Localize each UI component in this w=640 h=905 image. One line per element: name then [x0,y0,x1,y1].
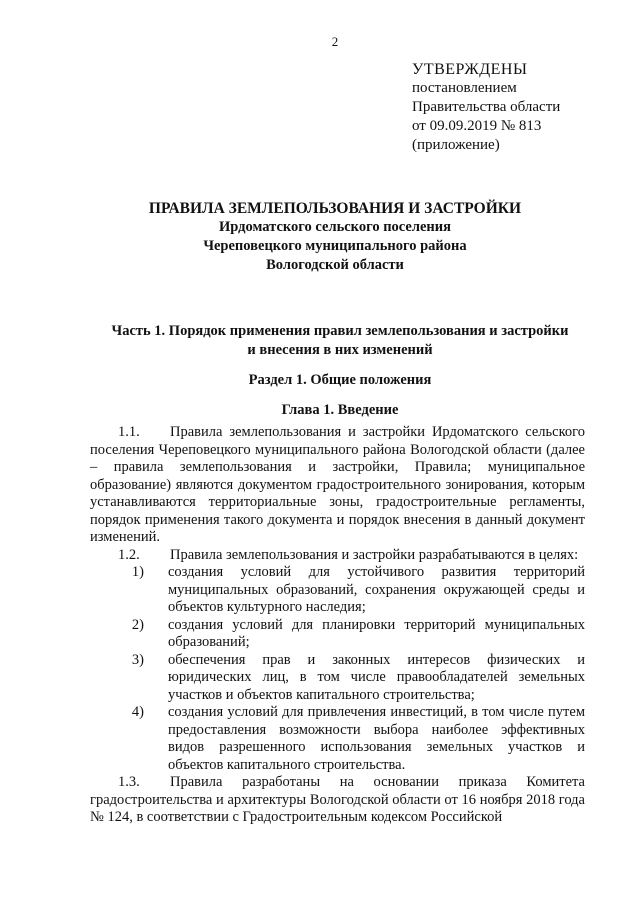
part-heading [0,322,640,360]
list-item [90,704,585,774]
approval-stamp-title: УТВЕРЖДЕНЫ [412,61,528,78]
title-line-2: Ирдоматского сельского поселения [219,219,451,235]
paragraph-number: 1.1. [118,424,140,440]
title-line-4: Вологодской области [266,257,404,273]
body-text [90,424,585,827]
list-marker: 4) [131,704,144,720]
approval-line-4: (приложение) [412,137,500,153]
list-item-text: создания условий для устойчивого развития территорий муниципальных образований, сохранения окружающей среды и объектов культурного наследия; [168,564,585,615]
page-number: 2 [331,34,339,49]
list-item-text: создания условий для планировки территорий муниципальных образований; [168,616,585,650]
list-item [90,652,585,705]
approval-line-2: Правительства области [412,99,561,115]
paragraph-number: 1.3. [118,774,140,790]
approval-block [412,60,560,155]
list-marker: 3) [131,651,144,668]
part-heading-line-2: и внесения в них изменений [247,342,433,358]
paragraph-1-1 [90,424,585,547]
list-marker: 2) [131,616,144,633]
paragraph-number: 1.2. [118,546,140,563]
approval-line-3: от 09.09.2019 № 813 [412,118,542,134]
list-item [90,617,585,652]
paragraph-text: Правила разработаны на основании приказа Комитета градостроительства и архитектуры Вологодской области от 16 ноября 2018 года № 124, в соответствии с Градостроительным кодексом Российской [90,774,585,825]
list-item-text: обеспечения прав и законных интересов физических и юридических лиц, в том числе правообладателей земельных участков и объектов капитального строительства; [168,651,585,703]
list-item [90,564,585,617]
list-item-text: создания условий для привлечения инвестиций, в том числе путем предоставления возможности выбора наиболее эффективных видов разрешенного использования земельных участков и объектов капитального строительства. [168,704,585,773]
section-heading: Раздел 1. Общие положения [248,372,432,388]
paragraph-text: Правила землепользования и застройки разрабатываются в целях: [170,546,579,563]
title-main: ПРАВИЛА ЗЕМЛЕПОЛЬЗОВАНИЯ И ЗАСТРОЙКИ [148,200,522,217]
chapter-heading: Глава 1. Введение [281,402,399,418]
approval-line-1: постановлением [412,80,517,96]
paragraph-1-2 [90,547,585,565]
paragraph-text: Правила землепользования и застройки Ирдоматского сельского поселения Череповецкого муниципального района Вологодской области (далее – правила землепользования и застройки, Правила; муниципальное образование) являются документом градостроительного зонирования, которым устанавливаются территориальные зоны, градостроительные регламенты, порядок применения такого документа и порядок внесения в данный документ изменений. [90,424,585,545]
title-line-3: Череповецкого муниципального района [203,238,467,254]
paragraph-1-3 [90,774,585,827]
document-title [0,199,640,275]
part-heading-line-1: Часть 1. Порядок применения правил землепользования и застройки [111,323,569,339]
list-marker: 1) [131,564,144,580]
goals-list [90,564,585,774]
